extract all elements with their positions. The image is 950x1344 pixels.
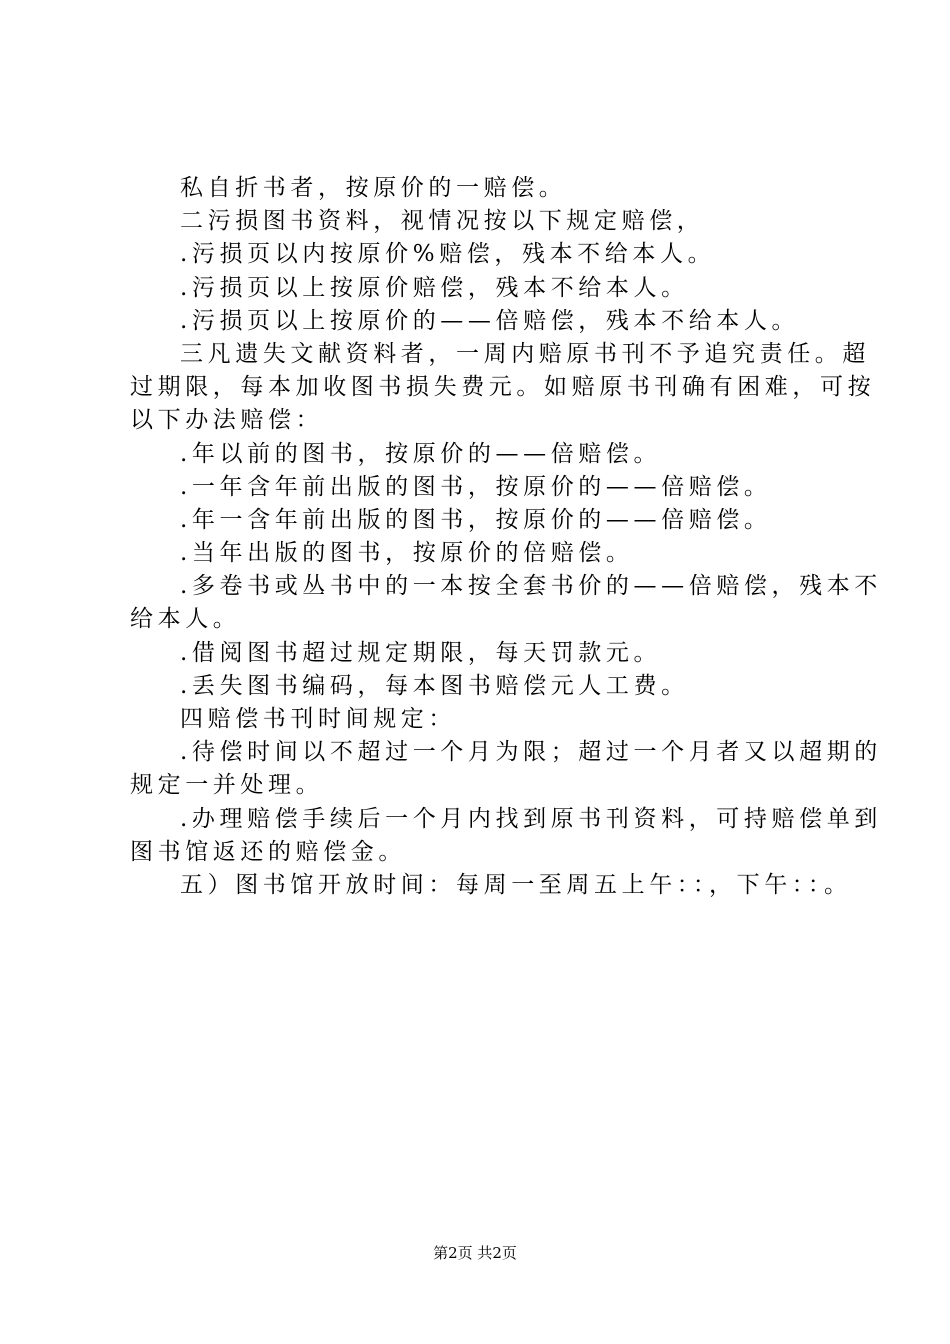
text-line: .借阅图书超过规定期限，每天罚款元。 <box>180 639 662 666</box>
text-line: 规定一并处理。 <box>130 772 324 799</box>
text-line: 过期限，每本加收图书损失费元。如赔原书刊确有困难，可按 <box>130 374 876 401</box>
text-line: .污损页以上按原价赔偿，残本不给本人。 <box>180 274 689 301</box>
text-line: 二污损图书资料，视情况按以下规定赔偿， <box>180 208 705 235</box>
text-line: 图书馆返还的赔偿金。 <box>130 838 406 865</box>
text-line: .多卷书或丛书中的一本按全套书价的——倍赔偿，残本不 <box>180 573 882 600</box>
text-line: .年一含年前出版的图书，按原价的——倍赔偿。 <box>180 506 772 533</box>
text-line: 四赔偿书刊时间规定： <box>180 706 456 732</box>
text-line: 给本人。 <box>130 606 241 633</box>
text-line: .办理赔偿手续后一个月内找到原书刊资料，可持赔偿单到 <box>180 805 882 832</box>
text-line: .当年出版的图书，按原价的倍赔偿。 <box>180 540 634 567</box>
text-line: .污损页以上按原价的——倍赔偿，残本不给本人。 <box>180 307 800 334</box>
page-number-footer: 第2页 共2页 <box>433 1244 517 1262</box>
text-line: 以下办法赔偿： <box>130 407 324 434</box>
text-line: .年以前的图书，按原价的——倍赔偿。 <box>180 440 662 467</box>
text-line: 私自折书者，按原价的一赔偿。 <box>180 175 567 201</box>
text-line: .一年含年前出版的图书，按原价的——倍赔偿。 <box>180 473 772 500</box>
document-body <box>130 172 882 902</box>
text-line: .污损页以内按原价%赔偿，残本不给本人。 <box>180 241 716 268</box>
text-line: .丢失图书编码，每本图书赔偿元人工费。 <box>180 672 689 699</box>
text-line: 三凡遗失文献资料者，一周内赔原书刊不予追究责任。超 <box>180 340 870 367</box>
text-line: .待偿时间以不超过一个月为限；超过一个月者又以超期的 <box>180 739 882 766</box>
text-line: 五）图书馆开放时间：每周一至周五上午：：，下午：：。 <box>180 871 852 898</box>
